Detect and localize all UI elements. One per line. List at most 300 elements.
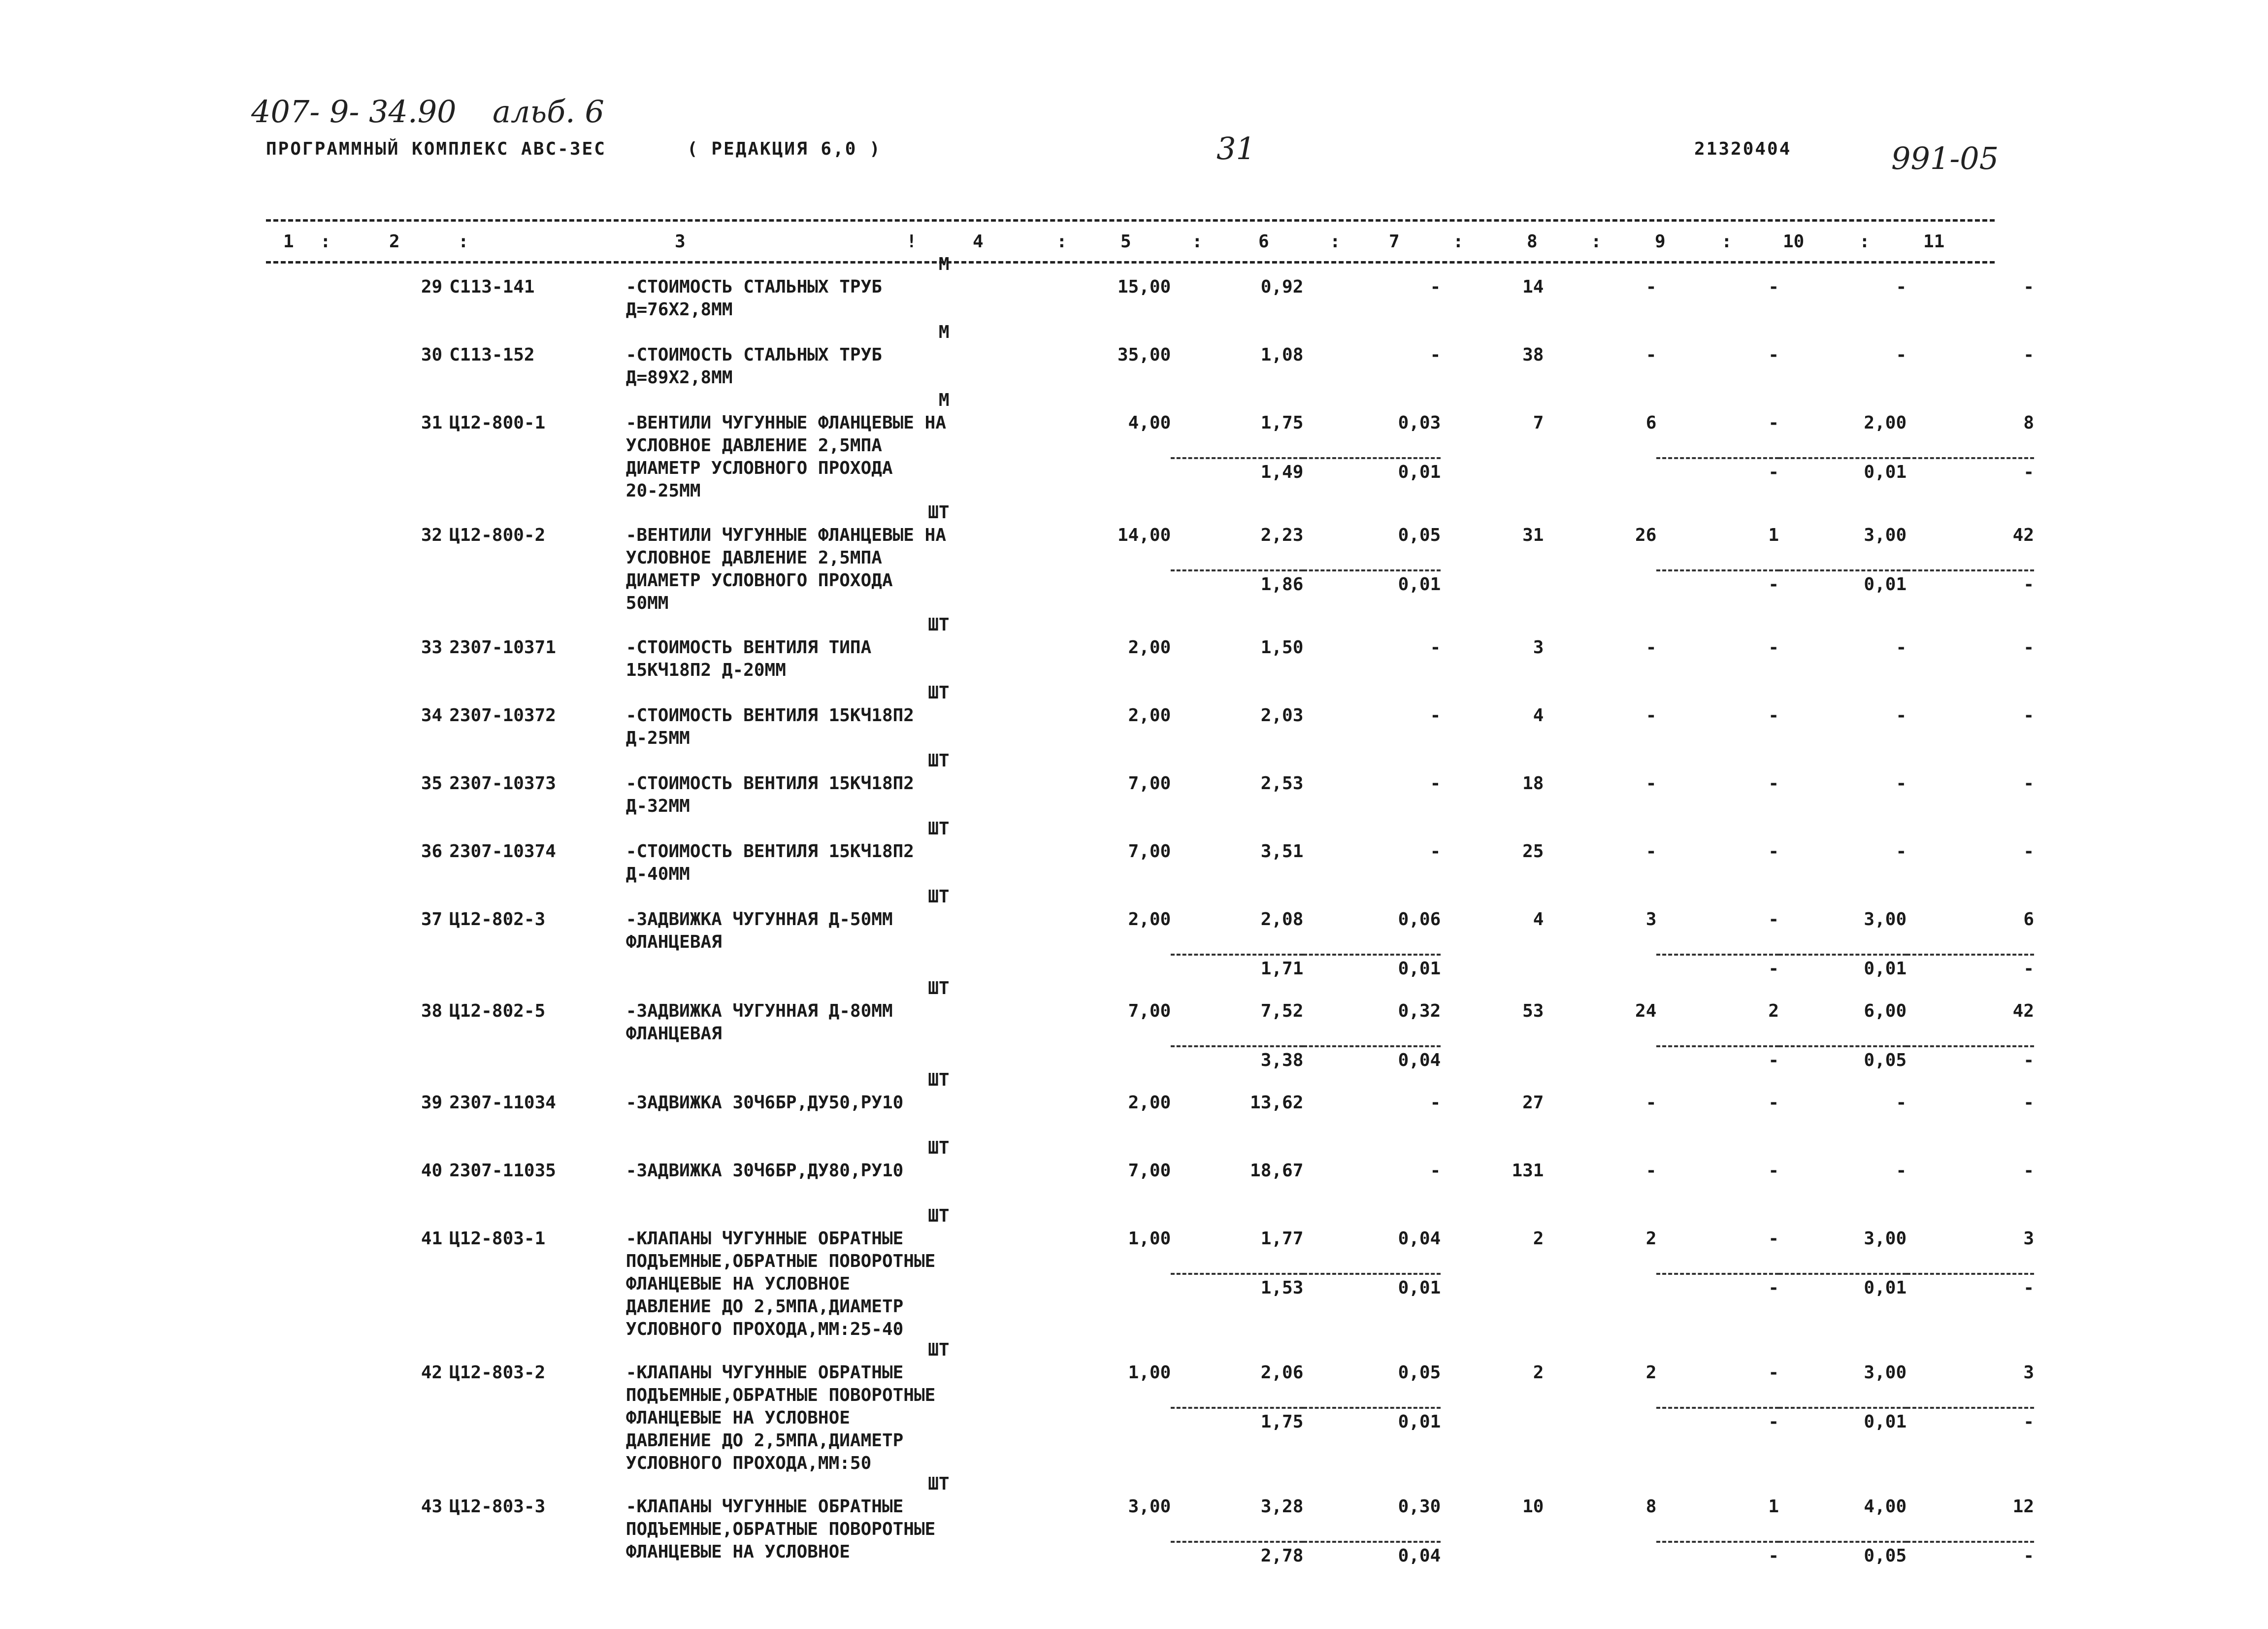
cost-component-value: - [1430, 773, 1441, 794]
row-name-value: -КЛАПАНЫ ЧУГУННЫЕ ОБРАТНЫЕ ПОДЪЕМНЫЕ,ОБРАТНЫЕ ПОВОРОТНЫЕ ФЛАНЦЕВЫЕ НА УСЛОВНОЕ ДАВЛЕНИЕ ДО 2,5МПА,ДИАМЕТР УСЛОВНОГО ПРОХОДА,ММ:25-40 [625, 1229, 936, 1339]
row-name-value: -ЗАДВИЖКА ЧУГУННАЯ Д-80ММ ФЛАНЦЕВАЯ [625, 1001, 893, 1044]
row-name-value: -ВЕНТИЛИ ЧУГУННЫЕ ФЛАНЦЕВЫЕ НА УСЛОВНОЕ ДАВЛЕНИЕ 2,5МПА ДИАМЕТР УСЛОВНОГО ПРОХОДА 50ММ [625, 525, 946, 613]
cost-component-value: 0,03 [1398, 413, 1441, 433]
column-9-value [1656, 772, 1779, 840]
column-11-value [1906, 1092, 2034, 1160]
column-9-value [1656, 344, 1779, 412]
row-name [625, 683, 1097, 772]
column-11-value-value: 42 [2012, 1001, 2034, 1021]
column-9-value-secondary-value: - [1656, 1541, 1779, 1567]
unit-cost [1171, 1000, 1303, 1092]
column-11-value [1906, 276, 2034, 344]
column-9-value-value: - [1768, 909, 1779, 930]
row-name [625, 322, 1097, 412]
column-10-value [1779, 1160, 1906, 1228]
cost-component-secondary-value: 0,01 [1303, 1407, 1441, 1433]
table-top-rule [266, 219, 1995, 222]
total-value-value: 53 [1522, 1001, 1544, 1021]
handwritten-sheet-code: 991-05 [1891, 140, 1999, 176]
row-code [449, 1228, 626, 1362]
total-value [1441, 704, 1544, 772]
unit-cost-secondary-value: 2,78 [1171, 1541, 1303, 1567]
row-unit: М [938, 390, 950, 410]
total-value-value: 2 [1533, 1229, 1544, 1249]
column-11-value [1906, 908, 2034, 1000]
row-code [449, 908, 626, 1000]
unit-cost-value: 18,67 [1250, 1161, 1304, 1181]
quantity-value: 15,00 [1117, 277, 1171, 297]
column-9-value-secondary-value: - [1656, 569, 1779, 596]
column-8-value-value: - [1645, 277, 1657, 297]
row-number-value: 38 [421, 1001, 443, 1021]
column-10-value [1779, 704, 1906, 772]
total-value-value: 7 [1533, 413, 1544, 433]
row-name [625, 1138, 1097, 1228]
column-number: 6 [1258, 232, 1269, 252]
quantity [1097, 704, 1171, 772]
row-number-value: 32 [421, 525, 443, 545]
column-11-value [1906, 772, 2034, 840]
row-number [266, 412, 449, 524]
row-name-value: -СТОИМОСТЬ СТАЛЬНЫХ ТРУБ Д=76Х2,8ММ [625, 277, 882, 320]
row-code-value: 2307-10371 [449, 637, 556, 658]
row-number-value: 40 [421, 1161, 443, 1181]
column-separator: : [320, 232, 331, 252]
unit-cost [1171, 636, 1303, 704]
unit-cost [1171, 412, 1303, 524]
row-unit: ШТ [928, 819, 950, 839]
cost-component-secondary-value: 0,01 [1303, 457, 1441, 484]
cost-component-value: 0,30 [1398, 1496, 1441, 1517]
row-code-value: 2307-10372 [449, 705, 556, 726]
column-number: 2 [389, 232, 400, 252]
column-separator: : [458, 232, 469, 252]
column-10-value-value: 2,00 [1864, 413, 1907, 433]
column-8-value-value: 3 [1645, 909, 1657, 930]
row-name [625, 1474, 1097, 1608]
column-10-value-value: - [1896, 277, 1907, 297]
cost-component-secondary-value: 0,01 [1303, 954, 1441, 980]
cost-component-secondary-value: 0,01 [1303, 1273, 1441, 1299]
column-11-value-value: - [2023, 1093, 2034, 1113]
column-10-value [1779, 344, 1906, 412]
cost-component-value: 0,05 [1398, 525, 1441, 545]
quantity [1097, 636, 1171, 704]
row-number [266, 1092, 449, 1160]
cost-component-value: 0,32 [1398, 1001, 1441, 1021]
column-8-value [1544, 704, 1656, 772]
column-10-value-secondary-value: 0,01 [1779, 1407, 1906, 1433]
row-unit: ШТ [928, 615, 950, 635]
row-number-value: 30 [421, 345, 443, 365]
quantity-value: 1,00 [1128, 1363, 1171, 1383]
column-11-value [1906, 1160, 2034, 1228]
column-10-value-value: 3,00 [1864, 909, 1907, 930]
row-unit: М [938, 254, 950, 274]
quantity [1097, 344, 1171, 412]
table-row [266, 636, 2034, 704]
column-8-value [1544, 840, 1656, 908]
row-code-value: Ц12-800-1 [449, 413, 546, 433]
column-11-value-value: 42 [2012, 525, 2034, 545]
table-row [266, 840, 2034, 908]
column-8-value-value: - [1645, 773, 1657, 794]
cost-component [1303, 636, 1441, 704]
table-row [266, 1362, 2034, 1496]
column-number: 4 [973, 232, 984, 252]
column-9-value-value: - [1768, 413, 1779, 433]
row-unit: ШТ [928, 1474, 950, 1494]
edition-label: ( РЕДАКЦИЯ 6,0 ) [687, 139, 882, 159]
column-9-value [1656, 1496, 1779, 1608]
column-11-value-secondary-value: - [1906, 1273, 2034, 1299]
column-9-value-value: 1 [1768, 1496, 1779, 1517]
column-11-value-value: - [2023, 277, 2034, 297]
column-11-value-secondary-value: - [1906, 1045, 2034, 1072]
table-row [266, 1228, 2034, 1362]
row-code-value: Ц12-803-3 [449, 1496, 546, 1517]
handwritten-album: альб. 6 [493, 94, 604, 130]
cost-component-value: 0,06 [1398, 909, 1441, 930]
column-9-value-secondary-value: - [1656, 1407, 1779, 1433]
row-unit: ШТ [928, 751, 950, 771]
column-8-value [1544, 636, 1656, 704]
total-value [1441, 908, 1544, 1000]
row-name-value: -СТОИМОСТЬ ВЕНТИЛЯ 15КЧ18П2 Д-40ММ [625, 841, 914, 884]
table-row [266, 412, 2034, 524]
quantity [1097, 412, 1171, 524]
row-code-value: Ц12-802-5 [449, 1001, 546, 1021]
row-code-value: Ц12-803-2 [449, 1363, 546, 1383]
table-row [266, 908, 2034, 1000]
row-number [266, 1228, 449, 1362]
total-value [1441, 1000, 1544, 1092]
cost-component-value: 0,04 [1398, 1229, 1441, 1249]
column-9-value-value: - [1768, 1093, 1779, 1113]
row-number [266, 636, 449, 704]
column-separator: : [1330, 232, 1341, 252]
column-11-value [1906, 524, 2034, 636]
row-name [625, 1206, 1097, 1362]
column-9-value [1656, 412, 1779, 524]
row-code [449, 344, 626, 412]
program-title: ПРОГРАММНЫЙ КОМПЛЕКС АВС-3ЕС [266, 139, 606, 159]
quantity-value: 4,00 [1128, 413, 1171, 433]
column-10-value [1779, 772, 1906, 840]
column-11-value [1906, 1362, 2034, 1496]
table-row [266, 1496, 2034, 1608]
row-code [449, 276, 626, 344]
column-9-value-value: - [1768, 637, 1779, 658]
column-8-value-value: 8 [1645, 1496, 1657, 1517]
column-10-value-secondary-value: 0,05 [1779, 1045, 1906, 1072]
row-unit: ШТ [928, 683, 950, 703]
row-number [266, 1496, 449, 1608]
row-name [625, 1070, 1097, 1160]
estimate-table-body [266, 254, 2034, 1608]
column-10-value [1779, 1496, 1906, 1608]
row-number-value: 29 [421, 277, 443, 297]
column-9-value [1656, 1092, 1779, 1160]
column-10-value [1779, 412, 1906, 524]
total-value-value: 27 [1522, 1093, 1544, 1113]
column-9-value-value: 1 [1768, 525, 1779, 545]
column-11-value [1906, 636, 2034, 704]
document-code: 21320404 [1694, 139, 1792, 159]
row-code [449, 840, 626, 908]
quantity-value: 7,00 [1128, 773, 1171, 794]
column-10-value-value: - [1896, 345, 1907, 365]
unit-cost-value: 13,62 [1250, 1093, 1304, 1113]
unit-cost-secondary-value: 1,86 [1171, 569, 1303, 596]
row-name [625, 502, 1097, 636]
row-number-value: 43 [421, 1496, 443, 1517]
table-row [266, 524, 2034, 636]
row-name-value: -ЗАДВИЖКА 30Ч6БР,ДУ80,РУ10 [625, 1161, 904, 1181]
column-11-value-value: - [2023, 705, 2034, 726]
column-8-value [1544, 1000, 1656, 1092]
unit-cost-secondary-value: 1,49 [1171, 457, 1303, 484]
column-9-value [1656, 1362, 1779, 1496]
handwritten-doc-code: 407- 9- 34.90 [251, 94, 457, 130]
row-name-value: -ВЕНТИЛИ ЧУГУННЫЕ ФЛАНЦЕВЫЕ НА УСЛОВНОЕ ДАВЛЕНИЕ 2,5МПА ДИАМЕТР УСЛОВНОГО ПРОХОДА 20-25ММ [625, 413, 946, 501]
row-unit: ШТ [928, 978, 950, 998]
unit-cost-secondary-value: 1,75 [1171, 1407, 1303, 1433]
column-10-value-secondary-value: 0,01 [1779, 457, 1906, 484]
row-name [625, 819, 1097, 908]
table-header-rule [266, 261, 1995, 264]
row-number [266, 772, 449, 840]
quantity-value: 2,00 [1128, 1093, 1171, 1113]
row-code [449, 1160, 626, 1228]
column-10-value-value: - [1896, 773, 1907, 794]
row-code [449, 704, 626, 772]
row-number [266, 1362, 449, 1496]
total-value [1441, 344, 1544, 412]
cost-component [1303, 276, 1441, 344]
row-number-value: 42 [421, 1363, 443, 1383]
row-name [625, 254, 1097, 344]
column-separator: : [1591, 232, 1602, 252]
column-11-value [1906, 1000, 2034, 1092]
column-8-value [1544, 1092, 1656, 1160]
column-9-value-secondary-value: - [1656, 954, 1779, 980]
cost-component [1303, 1362, 1441, 1496]
row-code-value: Ц12-803-1 [449, 1229, 546, 1249]
cost-component-value: - [1430, 345, 1441, 365]
column-8-value-value: - [1645, 1161, 1657, 1181]
unit-cost-secondary-value: 1,53 [1171, 1273, 1303, 1299]
column-8-value-value: - [1645, 1093, 1657, 1113]
column-11-value-value: 3 [2023, 1363, 2034, 1383]
unit-cost-value: 2,06 [1260, 1363, 1304, 1383]
total-value [1441, 636, 1544, 704]
column-10-value-value: 3,00 [1864, 525, 1907, 545]
column-9-value [1656, 636, 1779, 704]
unit-cost [1171, 704, 1303, 772]
cost-component [1303, 1092, 1441, 1160]
column-9-value-value: - [1768, 277, 1779, 297]
column-8-value [1544, 1160, 1656, 1228]
column-number: 5 [1120, 232, 1131, 252]
row-unit: ШТ [928, 1206, 950, 1226]
row-name [625, 1340, 1097, 1496]
column-8-value [1544, 908, 1656, 1000]
column-11-value [1906, 1496, 2034, 1608]
total-value [1441, 840, 1544, 908]
column-9-value-secondary-value: - [1656, 1273, 1779, 1299]
unit-cost [1171, 524, 1303, 636]
column-10-value [1779, 1092, 1906, 1160]
column-separator: : [1721, 232, 1732, 252]
cost-component-secondary-value: 0,01 [1303, 569, 1441, 596]
column-11-value [1906, 840, 2034, 908]
column-8-value [1544, 524, 1656, 636]
column-9-value [1656, 908, 1779, 1000]
table-row [266, 276, 2034, 344]
column-8-value-value: 2 [1645, 1363, 1657, 1383]
row-code-value: 2307-11035 [449, 1161, 556, 1181]
column-11-value-secondary-value: - [1906, 954, 2034, 980]
column-10-value-value: - [1896, 1161, 1907, 1181]
column-9-value [1656, 840, 1779, 908]
row-code [449, 1362, 626, 1496]
column-9-value-value: - [1768, 773, 1779, 794]
cost-component-secondary-value: 0,04 [1303, 1045, 1441, 1072]
column-11-value-value: 3 [2023, 1229, 2034, 1249]
unit-cost-value: 3,28 [1260, 1496, 1304, 1517]
column-separator: : [1453, 232, 1464, 252]
quantity [1097, 1496, 1171, 1608]
row-number [266, 524, 449, 636]
column-8-value-value: 2 [1645, 1229, 1657, 1249]
cost-component [1303, 704, 1441, 772]
row-code [449, 1496, 626, 1608]
column-9-value-value: - [1768, 1161, 1779, 1181]
column-11-value-value: - [2023, 1161, 2034, 1181]
column-8-value [1544, 772, 1656, 840]
unit-cost [1171, 840, 1303, 908]
cost-component [1303, 1000, 1441, 1092]
column-8-value-value: 6 [1645, 413, 1657, 433]
cost-component-secondary-value: 0,04 [1303, 1541, 1441, 1567]
row-code [449, 1000, 626, 1092]
total-value [1441, 276, 1544, 344]
total-value [1441, 412, 1544, 524]
estimate-table [266, 254, 2034, 1608]
row-name [625, 751, 1097, 840]
column-8-value-value: - [1645, 705, 1657, 726]
column-11-value [1906, 704, 2034, 772]
row-name [625, 615, 1097, 704]
cost-component [1303, 908, 1441, 1000]
column-8-value-value: 24 [1635, 1001, 1657, 1021]
total-value-value: 131 [1512, 1161, 1544, 1181]
column-9-value [1656, 704, 1779, 772]
row-number-value: 34 [421, 705, 443, 726]
column-number: 11 [1923, 232, 1945, 252]
unit-cost [1171, 772, 1303, 840]
quantity [1097, 1160, 1171, 1228]
column-11-value-value: 12 [2012, 1496, 2034, 1517]
quantity [1097, 772, 1171, 840]
column-9-value [1656, 1000, 1779, 1092]
cost-component [1303, 1160, 1441, 1228]
column-10-value-value: - [1896, 841, 1907, 862]
row-number [266, 840, 449, 908]
row-code [449, 636, 626, 704]
cost-component [1303, 840, 1441, 908]
column-9-value-value: - [1768, 1229, 1779, 1249]
row-unit: ШТ [928, 887, 950, 907]
unit-cost-value: 0,92 [1260, 277, 1304, 297]
quantity [1097, 524, 1171, 636]
unit-cost [1171, 908, 1303, 1000]
column-11-value-secondary-value: - [1906, 1541, 2034, 1567]
total-value [1441, 1092, 1544, 1160]
unit-cost [1171, 344, 1303, 412]
cost-component [1303, 412, 1441, 524]
total-value [1441, 772, 1544, 840]
column-8-value [1544, 1362, 1656, 1496]
row-unit: ШТ [928, 1070, 950, 1090]
row-number [266, 344, 449, 412]
column-8-value-value: - [1645, 841, 1657, 862]
row-code [449, 1092, 626, 1160]
unit-cost-value: 7,52 [1260, 1001, 1304, 1021]
row-name-value: -ЗАДВИЖКА ЧУГУННАЯ Д-50ММ ФЛАНЦЕВАЯ [625, 909, 893, 952]
column-10-value-value: 3,00 [1864, 1363, 1907, 1383]
column-11-value [1906, 344, 2034, 412]
column-number: 7 [1389, 232, 1400, 252]
unit-cost-secondary-value: 3,38 [1171, 1045, 1303, 1072]
column-10-value [1779, 1362, 1906, 1496]
quantity-value: 3,00 [1128, 1496, 1171, 1517]
row-number-value: 33 [421, 637, 443, 658]
row-number [266, 276, 449, 344]
column-8-value [1544, 276, 1656, 344]
quantity-value: 7,00 [1128, 1001, 1171, 1021]
unit-cost-value: 1,75 [1260, 413, 1304, 433]
row-number [266, 908, 449, 1000]
row-unit: ШТ [928, 1138, 950, 1158]
cost-component-value: - [1430, 841, 1441, 862]
column-10-value-value: 4,00 [1864, 1496, 1907, 1517]
column-11-value-secondary-value: - [1906, 569, 2034, 596]
total-value-value: 4 [1533, 909, 1544, 930]
column-11-value-value: - [2023, 637, 2034, 658]
unit-cost-value: 2,08 [1260, 909, 1304, 930]
column-9-value-value: - [1768, 705, 1779, 726]
row-name-value: -СТОИМОСТЬ ВЕНТИЛЯ 15КЧ18П2 Д-25ММ [625, 705, 914, 748]
row-name [625, 390, 1097, 524]
column-number: 10 [1783, 232, 1805, 252]
column-9-value-value: - [1768, 345, 1779, 365]
row-number-value: 37 [421, 909, 443, 930]
quantity-value: 7,00 [1128, 1161, 1171, 1181]
total-value-value: 38 [1522, 345, 1544, 365]
unit-cost [1171, 1362, 1303, 1496]
column-number: 3 [675, 232, 686, 252]
column-8-value-value: - [1645, 345, 1657, 365]
cost-component [1303, 772, 1441, 840]
unit-cost-value: 2,23 [1260, 525, 1304, 545]
row-number [266, 704, 449, 772]
row-name [625, 887, 1097, 1000]
row-code [449, 412, 626, 524]
column-9-value [1656, 524, 1779, 636]
row-code-value: С113-152 [449, 345, 535, 365]
